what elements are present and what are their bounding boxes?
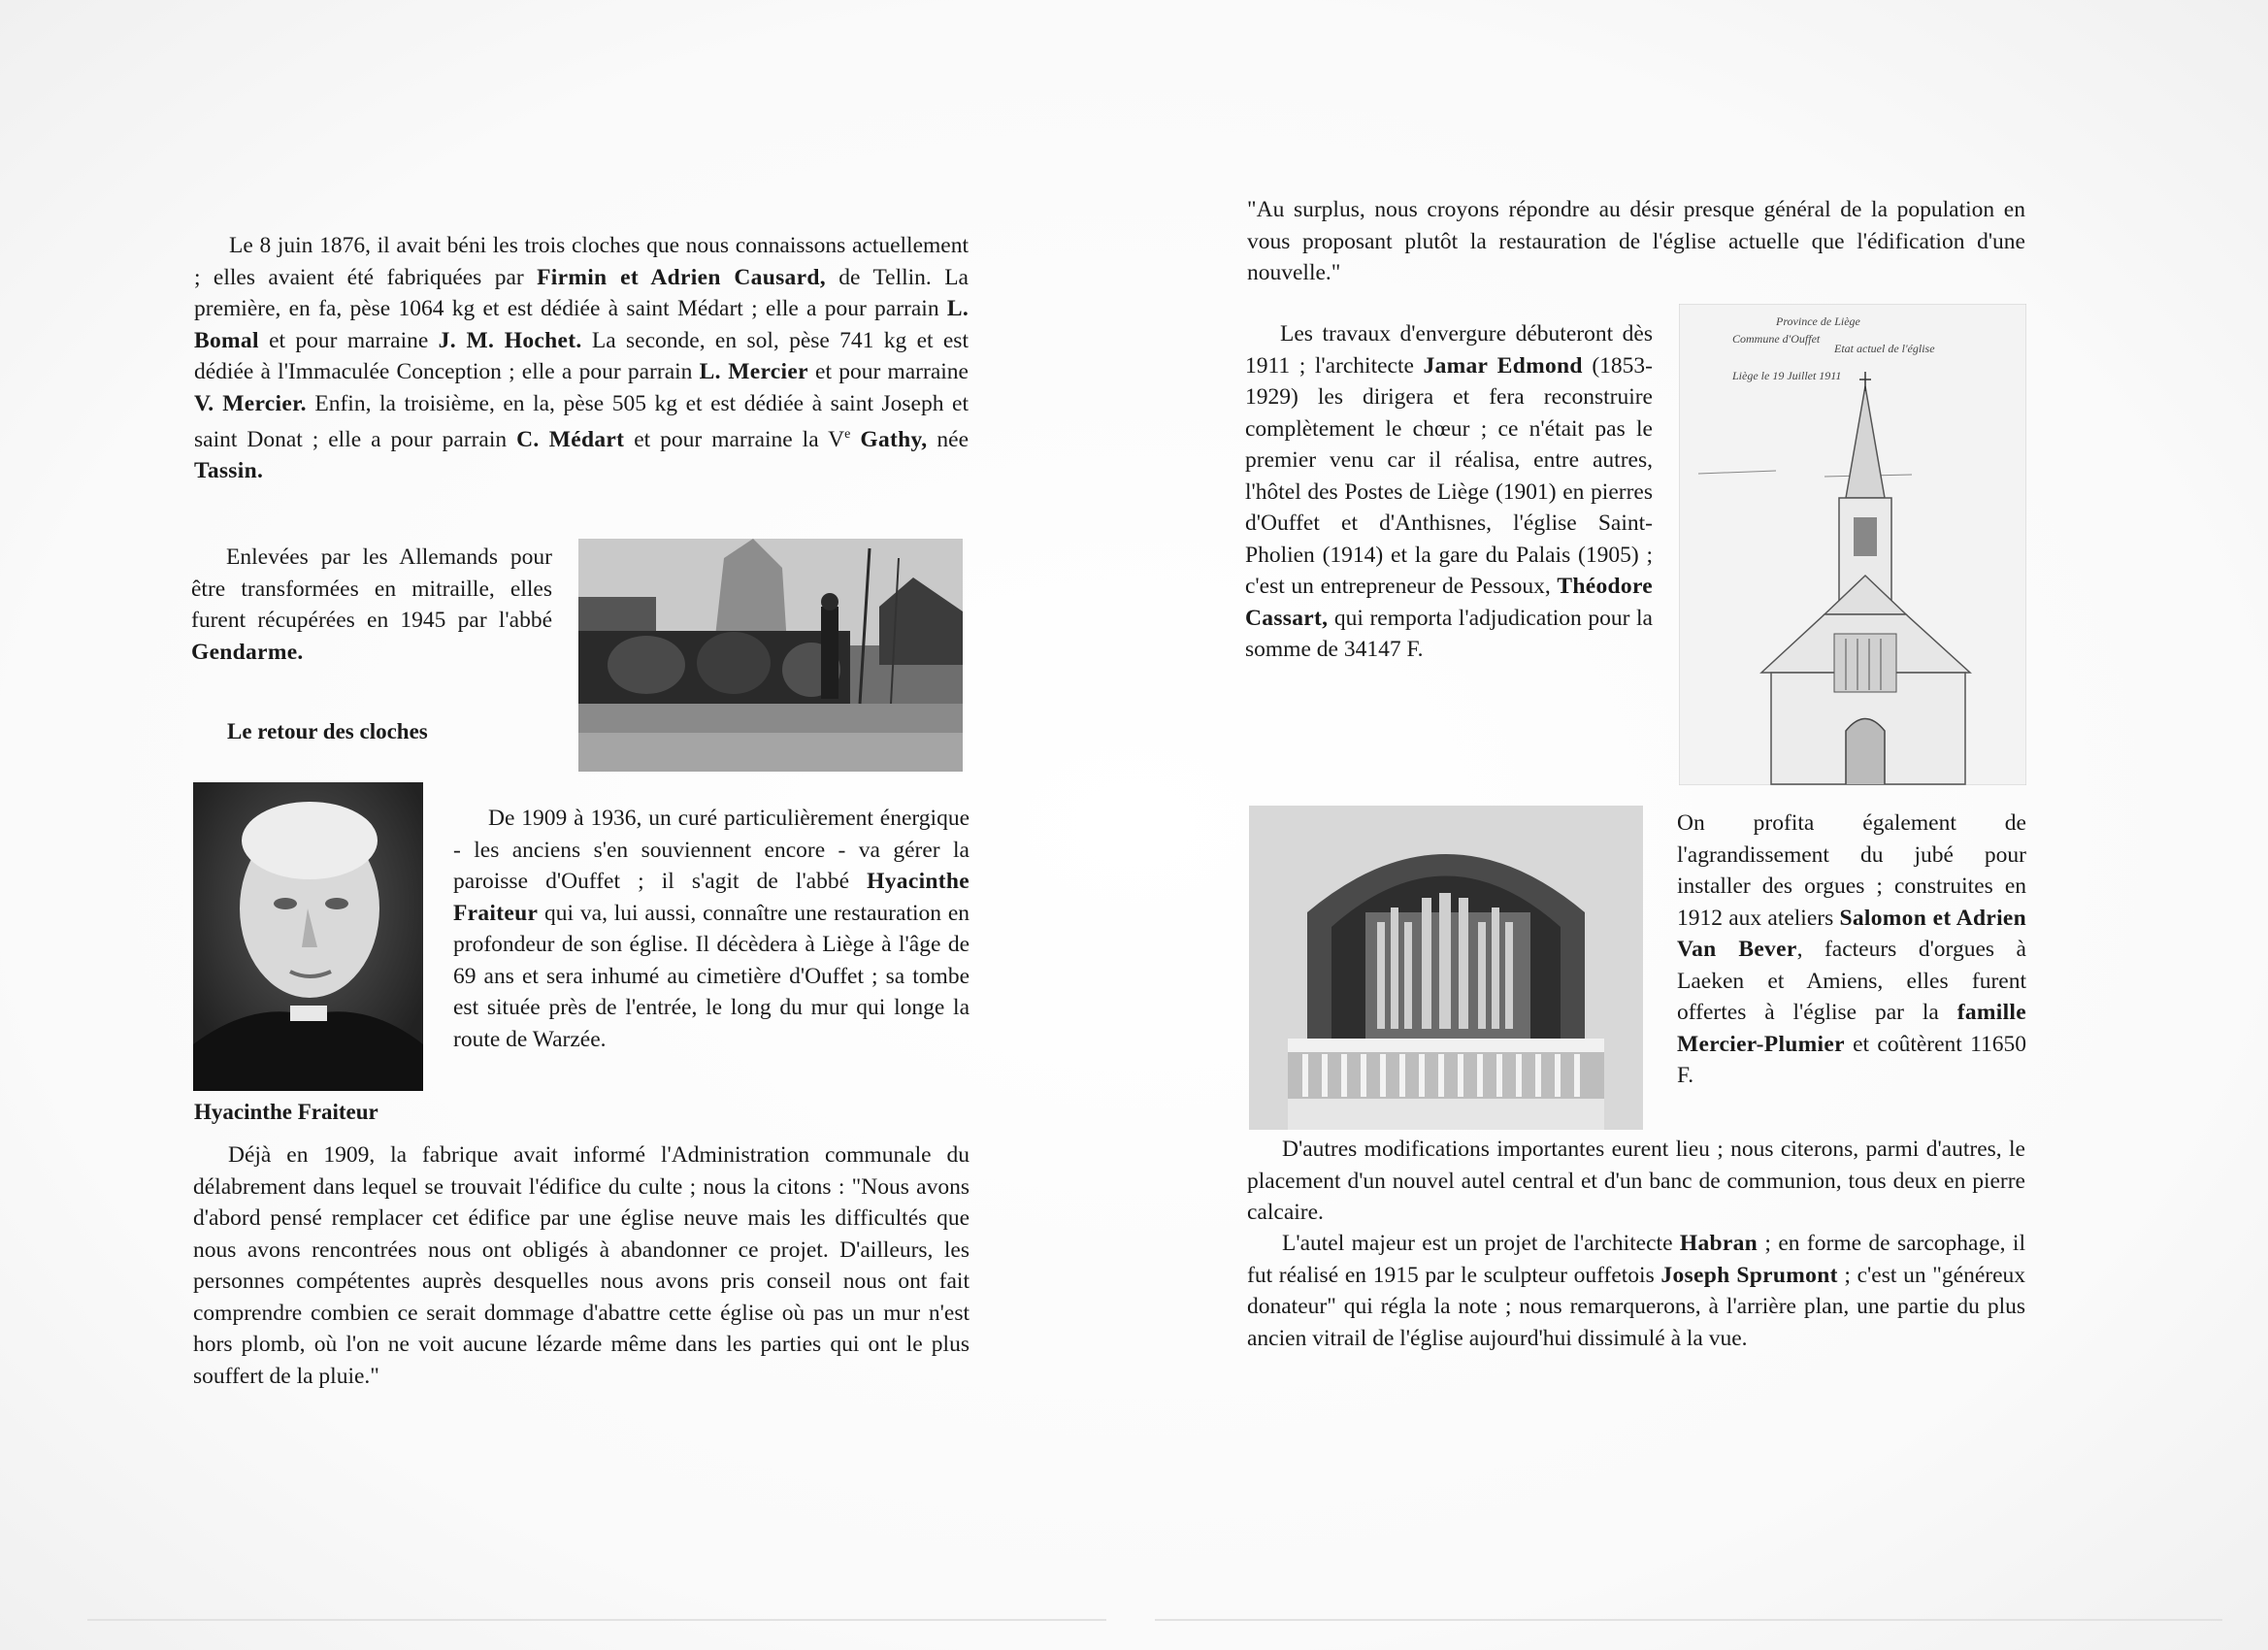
right-paragraph-organ: On profita également de l'agrandissement du jubé pour installer des orgues ; construites en 1912 aux ateliers Salomon et Adrien Van Bever, facteurs d'orgues à Laeken et Amiens, elles furent offertes à l'église par la famille Mercier-Plumier et coûtèrent 11650 F. (1677, 810, 2027, 1088)
left-paragraph-removed: Enlevées par les Allemands pour être transformées en mitraille, elles furent récupérées en 1945 par l'abbé Gendarme. (191, 544, 552, 665)
left-paragraph-bells: Le 8 juin 1876, il avait béni les trois cloches que nous connaissons actuellement ; elles avaient été fabriquées par Firmin et Adrien Causard, de Tellin. La première, en fa, pèse 1064 kg et est dédiée à saint Médart ; elle a pour parrain L. Bomal et pour marraine J. M. Hochet. La seconde, en sol, pèse 741 kg et est dédiée à l'Immaculée Conception ; elle a pour parrain L. Mercier et pour marraine V. Mercier. Enfin, la troisième, en la, pèse 505 kg et est dédiée à saint Joseph et saint Donat ; elle a pour parrain C. Médart et pour marraine la Ve Gathy, née Tassin. (194, 233, 969, 484)
photo-portrait-priest (193, 782, 423, 1091)
photo-bells-return (578, 539, 963, 772)
left-paragraph-quote: Déjà en 1909, la fabrique avait informé l'Administration communale du délabrement dans lequel se trouvait l'édifice du culte ; nous la citons : "Nous avons d'abord pensé remplacer cet édifice par une église neuve mais les difficultés que nous avons rencontrées nous ont obligés à abandonner ce projet. D'ailleurs, les personnes compétentes auprès desquelles nous avons pris conseil nous ont fait comprendre combien ce serait dommage d'abattre cette église où pas un mur n'est hors plomb, où l'on ne voit aucune lézarde même dans les parties qui ont le plus souffert de la pluie." (193, 1142, 970, 1389)
drawing-text-commune: Commune d'Ouffet (1732, 332, 1821, 346)
photo-organ (1249, 806, 1643, 1130)
portrait-caption: Hyacinthe Fraiteur (194, 1100, 378, 1124)
bottom-edge-left (87, 1619, 1106, 1621)
right-paragraph-altar: L'autel majeur est un projet de l'architecte Habran ; en forme de sarcophage, il fut réalisé en 1915 par le sculpteur ouffetois Joseph Sprumont ; c'est un "généreux donateur" qui régla la note ; nous remarquerons, à l'arrière plan, une partie du plus ancien vitrail de l'église aujourd'hui dissimulé à la vue. (1247, 1231, 2026, 1351)
section-heading: Le retour des cloches (227, 719, 428, 743)
left-paragraph-priest: De 1909 à 1936, un curé particulièrement énergique - les anciens s'en souviennent encore - va gérer la paroisse d'Ouffet ; il s'agit de l'abbé Hyacinthe Fraiteur qui va, lui aussi, connaître une restauration en profondeur de son église. Il décèdera à Liège à l'âge de 69 ans et sera inhumé au cimetière d'Ouffet ; sa tombe est située près de l'entrée, le long du mur qui longe la route de Warzée. (453, 806, 970, 1052)
right-paragraph-modifications: D'autres modifications importantes eurent lieu ; nous citerons, parmi d'autres, le placement d'un nouvel autel central et d'un banc de communion, tous deux en pierre calcaire. (1247, 1137, 2025, 1225)
right-paragraph-works: Les travaux d'envergure débuteront dès 1911 ; l'architecte Jamar Edmond (1853-1929) les dirigera et fera reconstruire complètement le chœur ; ce n'était pas le premier venu car il réalisa, entre autres, l'hôtel des Postes de Liège (1901) en pierres d'Ouffet et d'Anthisnes, l'église Saint-Pholien (1914) et la gare du Palais (1905) ; c'est un entrepreneur de Pessoux, Théodore Cassart, qui remporta l'adjudication pour la somme de 34147 F. (1245, 321, 1653, 662)
drawing-text-date: Liège le 19 Juillet 1911 (1732, 369, 1842, 382)
drawing-text-province: Province de Liège (1776, 314, 1860, 328)
drawing-church-facade (1679, 304, 2026, 785)
right-paragraph-quote: "Au surplus, nous croyons répondre au désir presque général de la population en vous proposant plutôt la restauration de l'église actuelle que l'édification d'une nouvelle." (1247, 197, 2025, 285)
drawing-text-etat: Etat actuel de l'église (1834, 342, 1935, 355)
bottom-edge-right (1155, 1619, 2222, 1621)
